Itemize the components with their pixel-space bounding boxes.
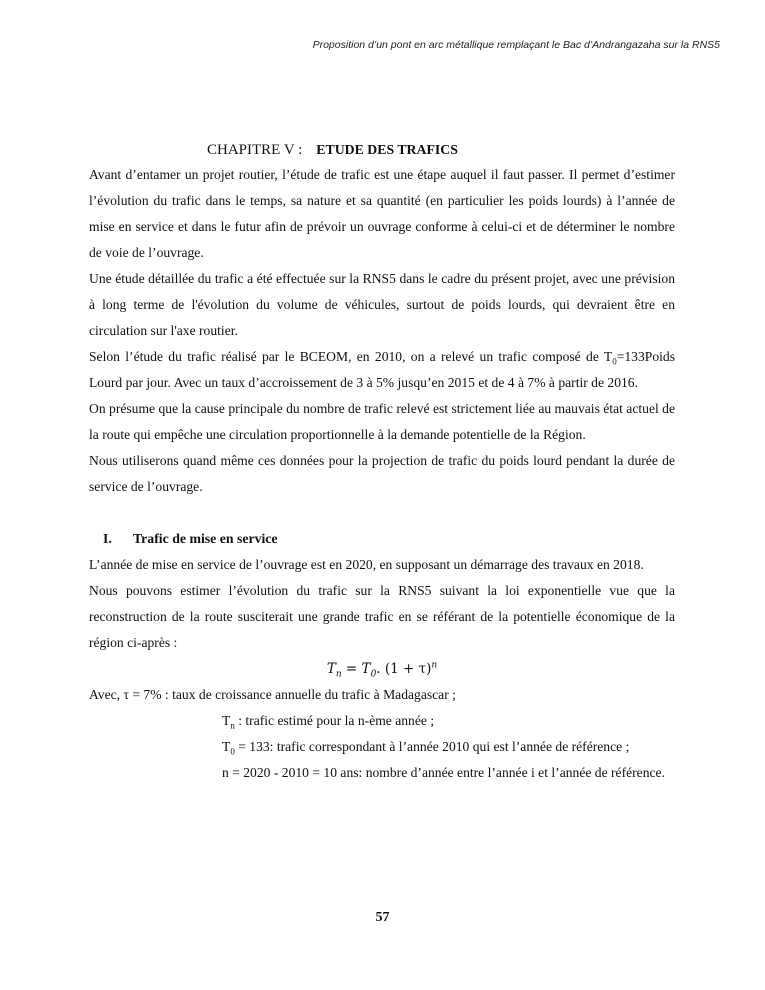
formula-lhs: T	[326, 661, 336, 677]
formula-lhs-sub: n	[335, 669, 342, 680]
chapter-label: CHAPITRE V :	[207, 142, 303, 158]
paragraph-service-year: L’année de mise en service de l’ouvrage est en 2020, en supposant un démarrage des travaux en 2018.	[89, 557, 644, 572]
formula-eq: =	[341, 661, 362, 677]
bceom-text-after: =133Poids Lourd par jour. Avec un taux d’accroissement de 3 à 5% jusqu’en 2015 et de 4 à 7% à partir de 2016.	[89, 349, 675, 390]
formula-rhs: T	[361, 661, 371, 677]
paragraph-intro: Avant d’entamer un projet routier, l’étude de trafic est une étape auquel il faut passer. Il permet d’estimer l’évolution du trafic dans le temps, sa nature et sa quantité (en particulier les poids lourds) à l’année de mise en service et dans le futur afin de prévoir un ouvrage conforme à celui-ci et de déterminer le nombre de voie de l’ouvrage.	[89, 167, 675, 260]
paragraph-exponential: Nous pouvons estimer l’évolution du trafic sur la RNS5 suivant la loi exponentielle vue que la reconstruction de la route susciterait une grande trafic en se référant de la potentielle économique de la région ci-après :	[89, 583, 675, 650]
definition-intro: Avec,	[89, 687, 124, 702]
formula-exp: n	[431, 660, 438, 671]
paragraph-study: Une étude détaillée du trafic a été effectuée sur la RNS5 dans le cadre du présent projet, avec une prévision à long terme de l'évolution du volume de véhicules, surtout de poids lourds, qui devraient être en circulation sur l'axe routier.	[89, 271, 675, 338]
section-number: I.	[103, 531, 112, 546]
definition-tau	[89, 682, 675, 708]
page-number: 57	[375, 910, 390, 925]
running-header: Proposition d’un pont en arc métallique remplaçant le Bac d’Andrangazaha sur la RNS5	[312, 39, 720, 51]
spacer	[89, 500, 675, 526]
definition-tau-text: τ = 7% : taux de croissance annuelle du trafic à Madagascar ;	[123, 687, 456, 702]
chapter-heading	[207, 138, 675, 162]
paragraph-bceom	[89, 344, 675, 396]
section-heading	[103, 526, 675, 552]
traffic-formula	[89, 656, 675, 682]
page-content	[89, 138, 675, 786]
definition-t0	[222, 734, 675, 760]
formula-rest: . (1 + τ)	[376, 661, 432, 677]
paragraph-usage: Nous utiliserons quand même ces données pour la projection de trafic du poids lourd pendant la durée de service de l’ouvrage.	[89, 453, 675, 494]
t0-sub: 0	[230, 746, 235, 757]
chapter-title: ETUDE DES TRAFICS	[316, 142, 458, 157]
formula-rhs-sub: 0	[370, 669, 377, 680]
tn-symbol: T	[222, 713, 231, 728]
definition-n: n = 2020 - 2010 = 10 ans: nombre d’année entre l’année i et l’année de référence.	[222, 765, 665, 780]
t0-subscript: 0	[612, 356, 617, 367]
paragraph-cause: On présume que la cause principale du nombre de trafic relevé est strictement liée au mauvais état actuel de la route qui empêche une circulation proportionnelle à la demande potentielle de la Région.	[89, 401, 675, 442]
definition-tn	[222, 708, 675, 734]
tn-text: : trafic estimé pour la n-ème année ;	[234, 713, 435, 728]
section-title: Trafic de mise en service	[133, 531, 278, 546]
bceom-text-before: Selon l’étude du trafic réalisé par le BCEOM, en 2010, on a relevé un trafic composé de T	[89, 349, 613, 364]
tn-sub: n	[230, 720, 235, 731]
t0-symbol: T	[222, 739, 231, 754]
t0-text: = 133: trafic correspondant à l’année 2010 qui est l’année de référence ;	[234, 739, 630, 754]
